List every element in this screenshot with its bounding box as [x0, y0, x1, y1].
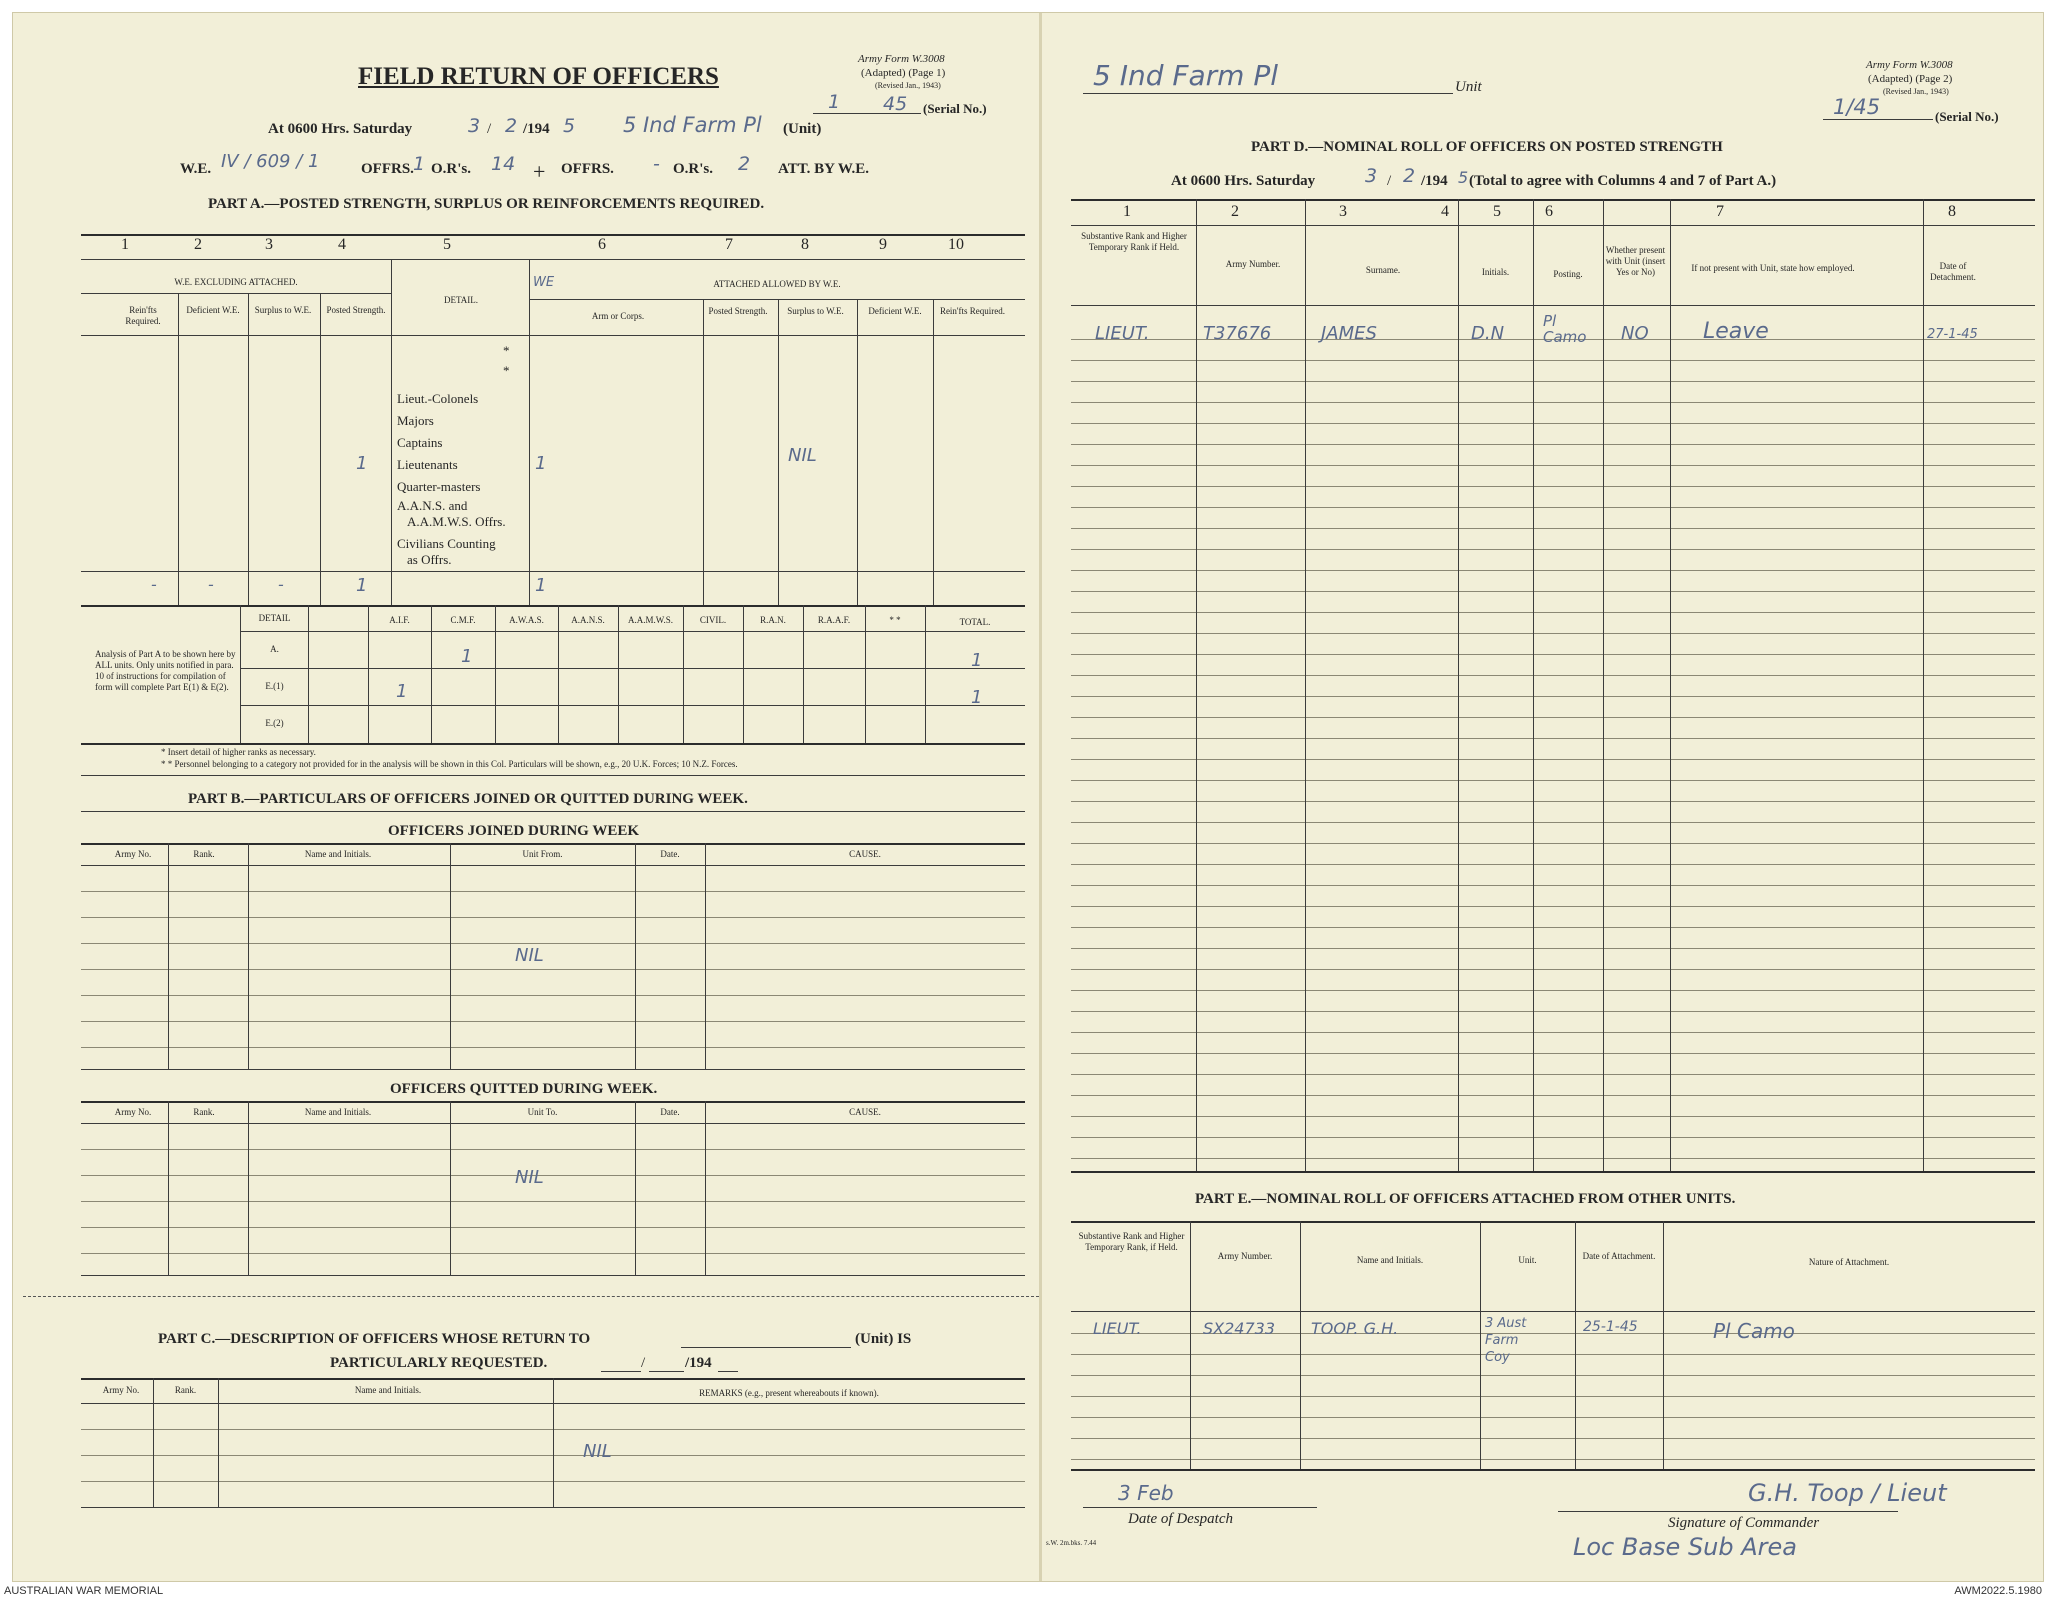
- part-d-head-detachment: Date of Detachment.: [1930, 261, 1976, 282]
- part-e-head-army-number: Army Number.: [1217, 1251, 1273, 1261]
- att-by-we-label: ATT. BY W.E.: [778, 161, 870, 177]
- ruled-line: [1071, 717, 2035, 718]
- ruled-line: [1071, 381, 2035, 382]
- unit-hw-right: 5 Ind Farm Pl: [1093, 59, 1279, 92]
- rank-civilians: Civilians Counting: [397, 536, 496, 551]
- ruled-line: [1071, 1074, 2035, 1075]
- hw-quitted-nil: NIL: [515, 1167, 544, 1188]
- subhead-posted-att: Posted Strength.: [708, 306, 768, 316]
- col-number: 5: [443, 236, 451, 253]
- analysis-head-raaf: R.A.A.F.: [817, 615, 851, 625]
- joined-head-cause: CAUSE.: [849, 849, 881, 859]
- joined-head-unit-from: Unit From.: [522, 849, 563, 859]
- ruled-line: [1071, 423, 2035, 424]
- part-d-title: PART D.—NOMINAL ROLL OF OFFICERS ON POSTED STRENGTH: [1251, 139, 1723, 155]
- ruled-line: [1071, 759, 2035, 760]
- part-e-row1-name: TOOP. G.H.: [1311, 1319, 1399, 1338]
- ors-label: O.R's.: [431, 161, 472, 177]
- ruled-line: [1071, 843, 2035, 844]
- date-day-hw: 3: [468, 115, 481, 137]
- joined-head-rank: Rank.: [193, 849, 215, 859]
- rank-lieutenants: Lieutenants: [397, 457, 458, 472]
- hw-nil-part-a: NIL: [788, 445, 817, 466]
- ruled-line: [1071, 507, 2035, 508]
- analysis-row-e2: E.(2): [265, 718, 284, 728]
- ruled-line: [1071, 1137, 2035, 1138]
- hw-posted-lieut: 1: [356, 453, 368, 474]
- offrs-hw: 1: [413, 153, 426, 175]
- ruled-line: [1071, 1053, 2035, 1054]
- serial-hw-1: 1: [828, 91, 841, 113]
- quitted-title: OFFICERS QUITTED DURING WEEK.: [390, 1081, 658, 1097]
- part-e-row1-nature: Pl Camo: [1713, 1319, 1795, 1343]
- ruled-line: [1071, 1095, 2035, 1096]
- col-number: 4: [1441, 203, 1449, 220]
- rank-majors: Majors: [397, 413, 434, 428]
- hw-attached-lieut: 1: [535, 453, 547, 474]
- row1-posting: Pl Camo: [1543, 312, 1587, 346]
- row1-rank: LIEUT.: [1095, 323, 1150, 344]
- analysis-row-e1: E.(1): [265, 681, 284, 691]
- ruled-line: [1071, 780, 2035, 781]
- adapted-label: (Adapted) (Page 1): [861, 67, 946, 79]
- col-number: 9: [879, 236, 887, 253]
- analysis-head-total: TOTAL.: [959, 617, 991, 627]
- subhead-deficient-att: Deficient W.E.: [868, 306, 922, 316]
- quitted-head-unit-to: Unit To.: [527, 1107, 558, 1117]
- subhead-surplus-att: Surplus to W.E.: [787, 306, 844, 316]
- year-printed: /194: [523, 121, 550, 137]
- subhead-deficient: Deficient W.E.: [186, 305, 240, 315]
- ruled-line: [1071, 633, 2035, 634]
- ruled-line: [1071, 1417, 2035, 1418]
- ruled-line: [1071, 486, 2035, 487]
- we-excluding-heading: W.E. EXCLUDING ATTACHED.: [174, 277, 298, 287]
- year-hw: 5: [563, 115, 576, 137]
- ruled-line: [1071, 801, 2035, 802]
- footer-right: AWM2022.5.1980: [1954, 1585, 2042, 1597]
- ors2-hw: 2: [738, 153, 751, 175]
- we-label: W.E.: [180, 161, 212, 177]
- serial-hw-right: 1/45: [1833, 95, 1881, 119]
- ruled-line: [1071, 696, 2035, 697]
- part-e-row1-unit: 3 Aust Farm Coy: [1485, 1316, 1527, 1365]
- ruled-line: [1071, 1375, 2035, 1376]
- analysis-head-aamws: A.A.M.W.S.: [628, 615, 673, 625]
- col-number: 2: [194, 236, 202, 253]
- rank-captains: Captains: [397, 435, 443, 450]
- joined-head-date: Date.: [660, 849, 680, 859]
- year-hw-right: 5: [1458, 168, 1469, 187]
- asterisk-2: *: [503, 363, 510, 378]
- unit-label-right: Unit: [1455, 79, 1482, 95]
- right-page: 5 Ind Farm Pl Unit Army Form W.3008 (Adapted) (Page 2) (Revised Jan., 1943) 1/45 (Serial No.) PART D.—NOMINAL ROLL OF OFFICERS ON POSTED STRENGTH At 0600 Hrs. Saturday 3 / 2 /194 5 (Total to agree with Columns 4 and 7 of Part A.) 1 2 3 4 5 6 7 8 Substantive Rank and Higher Temporary Rank if Held. Army Number. Surname. Initials. Posting. Whether present with Unit (insert Yes or No) If not present with Unit, state how employed. Date of Detachment. LIEUT. T37676 JAMES D.N Pl Camo NO Leave 27-1-45 PART E.—NOMINAL ROLL OF OFFICERS ATTACHED FROM OTHER UNITS. Substantive Rank and Higher Temporary Rank, if Held. Army Number. Name and Initials. Unit. Date of Attachment. Nature of Attachment. LIEUT. SX24733 TOOP. G.H. 3 Aust Farm Coy 25-1-45 Pl Camo 3 Feb Date of Despatch s.W. 2m.bks. 7.44 G.H. Toop / Lieut Signature of Commander Loc Base Sub Area: [1043, 13, 2043, 1581]
- ruled-line: [1071, 906, 2035, 907]
- page-fold: [1039, 13, 1042, 1581]
- ors-hw: 14: [491, 153, 516, 175]
- row1-initials: D.N: [1471, 323, 1505, 344]
- part-e-head-nature: Nature of Attachment.: [1808, 1257, 1890, 1267]
- row1-employed: Leave: [1703, 319, 1769, 344]
- ruled-line: [1071, 402, 2035, 403]
- analysis-row-a: A.: [270, 644, 279, 654]
- col-number: 3: [1339, 203, 1347, 220]
- signature-location-hw: Loc Base Sub Area: [1573, 1533, 1798, 1561]
- hw-joined-nil: NIL: [515, 945, 544, 966]
- ruled-line: [1071, 1116, 2035, 1117]
- quitted-head-rank: Rank.: [193, 1107, 215, 1117]
- hw-total-c6: 1: [535, 575, 547, 596]
- ruled-line: [1071, 444, 2035, 445]
- ruled-line: [1071, 654, 2035, 655]
- attached-allowed-heading: ATTACHED ALLOWED BY W.E.: [713, 279, 841, 289]
- total-note: (Total to agree with Columns 4 and 7 of Part A.): [1469, 173, 1777, 189]
- rank-aans: A.A.N.S. and: [397, 498, 468, 513]
- ruled-line: [1071, 675, 2035, 676]
- date-month-hw-right: 2: [1403, 165, 1416, 187]
- hw-total-c3: -: [278, 575, 284, 594]
- part-a-title: PART A.—POSTED STRENGTH, SURPLUS OR REINFORCEMENTS REQUIRED.: [208, 196, 765, 212]
- col-number: 6: [1545, 203, 1553, 220]
- revised-label: (Revised Jan., 1943): [875, 81, 941, 90]
- part-b-title: PART B.—PARTICULARS OF OFFICERS JOINED OR QUITTED DURING WEEK.: [188, 791, 748, 807]
- part-d-head-army-number: Army Number.: [1225, 259, 1281, 269]
- analysis-head-civil: CIVIL.: [699, 615, 727, 625]
- despatch-date-hw: 3 Feb: [1118, 1481, 1174, 1505]
- part-e-row1-date: 25-1-45: [1583, 1319, 1638, 1335]
- ruled-line: [1071, 1032, 2035, 1033]
- joined-head-army-no: Army No.: [114, 849, 152, 859]
- part-e-head-rank: Substantive Rank and Higher Temporary Rank, if Held.: [1078, 1231, 1185, 1252]
- plus-sign: +: [533, 159, 546, 184]
- part-c-year: /194: [685, 1355, 712, 1371]
- ruled-line: [1071, 1354, 2035, 1355]
- ruled-line: [1071, 885, 2035, 886]
- date-day-hw-right: 3: [1365, 165, 1378, 187]
- part-d-head-surname: Surname.: [1365, 265, 1401, 275]
- printer-mark: s.W. 2m.bks. 7.44: [1046, 1539, 1097, 1547]
- col-number: 7: [725, 236, 733, 253]
- unit-label: (Unit): [783, 121, 822, 137]
- ors2-label: O.R's.: [673, 161, 714, 177]
- ruled-line: [1071, 948, 2035, 949]
- ruled-line: [1071, 360, 2035, 361]
- quitted-head-date: Date.: [660, 1107, 680, 1117]
- analysis-head-cmf: C.M.F.: [450, 615, 476, 625]
- part-d-head-rank: Substantive Rank and Higher Temporary Rank if Held.: [1081, 231, 1187, 252]
- serial-hw-2: 45: [883, 93, 908, 115]
- quitted-head-name: Name and Initials.: [304, 1107, 372, 1117]
- ruled-line: [1071, 1459, 2035, 1460]
- we-hw: IV / 609 / 1: [221, 151, 320, 172]
- col-number: 6: [598, 236, 606, 253]
- subhead-surplus: Surplus to W.E.: [254, 305, 312, 315]
- offrs-label: OFFRS.: [361, 161, 414, 177]
- col-number: 1: [1123, 203, 1131, 220]
- row1-present: NO: [1621, 323, 1649, 344]
- row1-detachment: 27-1-45: [1927, 327, 1978, 342]
- hw-analysis-a-total: 1: [971, 650, 983, 671]
- revised-label-right: (Revised Jan., 1943): [1883, 87, 1949, 96]
- col-number: 10: [948, 236, 964, 253]
- rank-aamws: A.A.M.W.S. Offrs.: [407, 514, 506, 529]
- row1-surname: JAMES: [1321, 323, 1377, 344]
- rank-quartermasters: Quarter-masters: [397, 479, 481, 494]
- rank-lieut-colonels: Lieut.-Colonels: [397, 391, 479, 406]
- joined-head-name: Name and Initials.: [304, 849, 372, 859]
- hw-total-c2: -: [208, 575, 214, 594]
- analysis-head-aif: A.I.F.: [389, 615, 410, 625]
- left-page: FIELD RETURN OF OFFICERS Army Form W.3008 (Adapted) (Page 1) (Revised Jan., 1943) At 0600 Hrs. Saturday 3 / 2 /194 5 5 Ind Farm Pl (Unit) 1 45 (Serial No.) W.E. IV / 609 / 1 OFFRS. 1 O.R's. 14 + OFFRS. - O.R's. 2 ATT. BY W.E. PART A.—POSTED STRENGTH, SURPLUS OR REINFORCEMENTS REQUIRED. 1 2 3 4 5 6 7 8 9 10 W.E. EXCLUDING ATTACHED. ATTACHED ALLOWED BY W.E. WE DETAIL. Rein'fts Required. Deficient W.E. Surplus to W.E. Posted Strength. Arm or Corps. Posted Strength. Surplus to W.E. Deficient W.E. Rein'fts Required. * * Lieut.-Colonels Majors Captains Lieutenants Quarter-masters A.A.N.S. and A.A.M.W.S. Offrs. Civilians Counting as Offrs. 1 1 NIL - - - 1 1 Analysis of Part A to be shown here by ALL units. Only units notified in para. 10 of instructions for compilation of form will complete Part E(1) & E(2). DETAIL A.I.F. C.M.F. A.W.A.S. A.A.N.S. A.A.M.W.S. CIVIL. R.A.N. R.A.A.F. * * TOTAL. A. E.(1) E.(2) 1 1 1 1 * Insert detail of higher ranks as necessary. * * Personnel belonging to a category not provided for in the analysis will be shown in this Col. Particulars will be shown, e.g., 20 U.K. Forces; 10 N.Z. Forces. PART B.—PARTICULARS OF OFFICERS JOINED OR QUITTED DURING WEEK. OFFICERS JOINED DURING WEEK Army No. Rank. Name and Initials. Unit From. Date. CAUSE. NIL OFFICERS QUITTED DURING WEEK. Army No. Rank. Name and Initials. Unit To. Date. CAUSE. NIL PART C.—DESCRIPTION OF OFFICERS WHOSE RETURN TO (Unit) IS PARTICULARLY REQUESTED. / /194 Army No. Rank. Name and Initials. REMARKS (e.g., present whereabouts if known). NIL: [13, 13, 1039, 1581]
- analysis-head-aans: A.A.N.S.: [571, 615, 605, 625]
- asterisk-1: *: [503, 343, 510, 358]
- col-number: 4: [338, 236, 346, 253]
- quitted-head-cause: CAUSE.: [849, 1107, 881, 1117]
- joined-title: OFFICERS JOINED DURING WEEK: [388, 823, 640, 839]
- ruled-line: [1071, 465, 2035, 466]
- ruled-line: [1071, 738, 2035, 739]
- part-d-head-present: Whether present with Unit (insert Yes or No): [1605, 245, 1666, 277]
- row1-army-number: T37676: [1203, 323, 1272, 344]
- part-e-title: PART E.—NOMINAL ROLL OF OFFICERS ATTACHED FROM OTHER UNITS.: [1195, 1191, 1736, 1207]
- despatch-label: Date of Despatch: [1128, 1511, 1233, 1527]
- commander-signature: G.H. Toop / Lieut: [1748, 1479, 1947, 1507]
- ruled-line: [1071, 990, 2035, 991]
- adapted-label-right: (Adapted) (Page 2): [1868, 73, 1953, 85]
- subhead-posted: Posted Strength.: [326, 305, 386, 315]
- part-e-head-name: Name and Initials.: [1356, 1255, 1424, 1265]
- part-e-row1-army-number: SX24733: [1203, 1319, 1276, 1338]
- unit-hw: 5 Ind Farm Pl: [623, 113, 762, 137]
- subhead-reinfts: Rein'fts Required.: [125, 305, 161, 326]
- part-c-requested: PARTICULARLY REQUESTED.: [330, 1355, 548, 1371]
- hw-analysis-e1-aif: 1: [396, 681, 408, 702]
- at-time-label-right: At 0600 Hrs. Saturday: [1171, 173, 1316, 189]
- ruled-line: [1071, 1396, 2035, 1397]
- subhead-arm-corps: Arm or Corps.: [591, 311, 645, 321]
- footnote-2: * * Personnel belonging to a category not provided for in the analysis will be shown in this Col. Particulars will be shown, e.g., 20 U.K. Forces; 10 N.Z. Forces.: [161, 759, 738, 769]
- we-hw-small: WE: [533, 275, 555, 290]
- col-number: 5: [1493, 203, 1501, 220]
- ruled-line: [1071, 927, 2035, 928]
- rank-as-offrs: as Offrs.: [407, 552, 452, 567]
- at-time-label: At 0600 Hrs. Saturday: [268, 121, 413, 137]
- army-form-label: Army Form W.3008: [858, 53, 945, 65]
- part-d-head-initials: Initials.: [1481, 267, 1510, 277]
- ruled-line: [1071, 864, 2035, 865]
- footnote-1: * Insert detail of higher ranks as necessary.: [161, 747, 316, 757]
- hw-part-c-nil: NIL: [583, 1441, 612, 1462]
- offrs2-label: OFFRS.: [561, 161, 614, 177]
- serial-label: (Serial No.): [923, 101, 987, 116]
- ruled-line: [1071, 1438, 2035, 1439]
- ruled-line: [1071, 549, 2035, 550]
- part-d-head-employed: If not present with Unit, state how employed.: [1691, 263, 1855, 273]
- col-number: 7: [1716, 203, 1724, 220]
- col-number: 3: [265, 236, 273, 253]
- subhead-reinfts-att: Rein'fts Required.: [939, 306, 1006, 316]
- ruled-line: [1071, 969, 2035, 970]
- part-e-head-date: Date of Attachment.: [1582, 1251, 1656, 1261]
- part-c-unit-label: (Unit) IS: [855, 1331, 912, 1347]
- ruled-line: [1071, 528, 2035, 529]
- rank-list: [397, 388, 506, 568]
- part-e-head-unit: Unit.: [1518, 1255, 1537, 1265]
- part-d-head-posting: Posting.: [1553, 269, 1583, 279]
- col-number: 8: [801, 236, 809, 253]
- detail-heading: DETAIL.: [443, 295, 479, 305]
- analysis-head-detail: DETAIL: [258, 613, 291, 623]
- analysis-note: Analysis of Part A to be shown here by ALL units. Only units notified in para. 10 of instructions for compilation of form will complete Part E(1) & E(2).: [95, 649, 236, 692]
- form-title: FIELD RETURN OF OFFICERS: [358, 63, 719, 90]
- offrs2-hw: -: [653, 153, 660, 175]
- ruled-line: [1071, 1011, 2035, 1012]
- part-c-head-name: Name and Initials.: [354, 1385, 422, 1395]
- serial-label-right: (Serial No.): [1935, 109, 1999, 124]
- army-form-label-right: Army Form W.3008: [1866, 59, 1953, 71]
- part-c-head-army-no: Army No.: [102, 1385, 140, 1395]
- col-number: 1: [121, 236, 129, 253]
- ruled-line: [1071, 570, 2035, 571]
- hw-total-c1: -: [151, 575, 157, 594]
- footer-left: AUSTRALIAN WAR MEMORIAL: [4, 1585, 164, 1597]
- part-e-row1-rank: LIEUT.: [1093, 1319, 1142, 1338]
- col-number: 2: [1231, 203, 1239, 220]
- analysis-head-awas: A.W.A.S.: [509, 615, 544, 625]
- ruled-line: [1071, 612, 2035, 613]
- ruled-line: [1071, 1158, 2035, 1159]
- hw-analysis-a-cmf: 1: [461, 646, 473, 667]
- year-printed-right: /194: [1421, 173, 1448, 189]
- ruled-line: [1071, 591, 2035, 592]
- document-sheet: [12, 12, 2044, 1582]
- signature-label: Signature of Commander: [1668, 1515, 1820, 1531]
- quitted-head-army-no: Army No.: [114, 1107, 152, 1117]
- date-month-hw: 2: [505, 115, 518, 137]
- hw-total-c4: 1: [356, 575, 368, 596]
- analysis-head-ran: R.A.N.: [760, 615, 786, 625]
- hw-analysis-e1-total: 1: [971, 687, 983, 708]
- part-c-head-remarks: REMARKS (e.g., present whereabouts if known).: [699, 1388, 879, 1398]
- part-c-head-rank: Rank.: [174, 1385, 197, 1395]
- part-c-title: PART C.—DESCRIPTION OF OFFICERS WHOSE RETURN TO: [158, 1331, 591, 1347]
- ruled-line: [1071, 822, 2035, 823]
- col-number: 8: [1948, 203, 1956, 220]
- analysis-head-other: * *: [889, 615, 901, 625]
